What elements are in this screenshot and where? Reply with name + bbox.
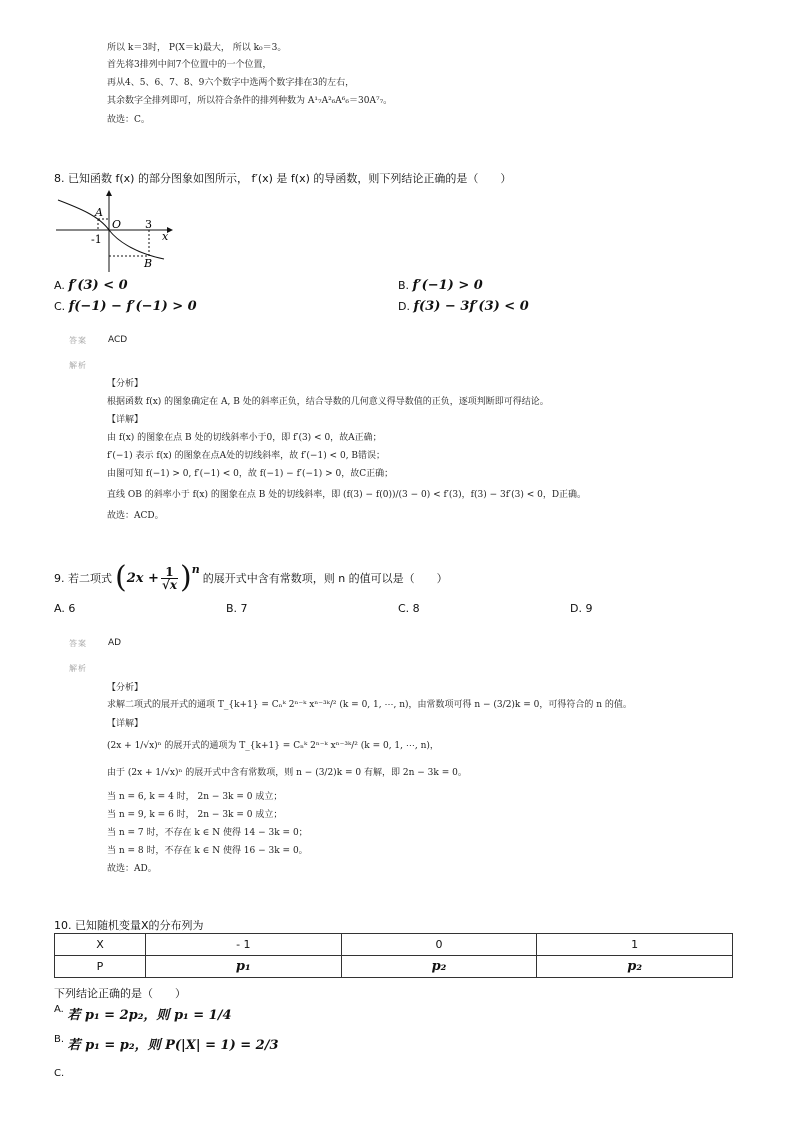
option-b xyxy=(398,278,483,293)
option-expr: f′(−1) > 0 xyxy=(412,278,483,293)
analysis-line: 【详解】 xyxy=(107,415,144,425)
prev-solution-line: 所以 k＝3时， P(X＝k)最大， 所以 k₀＝3。 xyxy=(107,43,287,53)
analysis-line: 当 n = 9, k = 6 时， 2n − 3k = 0 成立； xyxy=(107,810,283,820)
option-letter: B. xyxy=(54,1034,65,1045)
prev-solution-line: 其余数字全排列即可，所以符合条件的排列种数为 A¹₇A²₆A⁶₆＝30A⁷₇。 xyxy=(107,96,393,106)
table-row xyxy=(55,934,733,956)
label-x: x xyxy=(162,230,169,243)
table-cell: p₂ xyxy=(537,956,733,978)
label-o: O xyxy=(112,218,122,231)
option-c xyxy=(54,1065,64,1080)
answer-value: ACD xyxy=(108,335,128,345)
option-c: C. 8 xyxy=(398,602,420,615)
label-three: 3 xyxy=(145,218,152,231)
option-c xyxy=(54,299,197,314)
option-letter: B. xyxy=(398,279,410,292)
answer-value: AD xyxy=(108,638,122,648)
analysis-line: 由于 (2x + 1/√x)ⁿ 的展开式中含有常数项，则 n − (3/2)k = 0 有解，即 2n − 3k = 0。 xyxy=(107,768,467,778)
stem-prefix: 9. 若二项式 xyxy=(54,572,112,585)
function-graph xyxy=(54,188,184,274)
stem-suffix: 的展开式中含有常数项，则 n 的值可以是（ ） xyxy=(202,572,448,585)
analysis-line: 当 n = 6, k = 4 时， 2n − 3k = 0 成立； xyxy=(107,792,283,802)
option-a xyxy=(54,1004,232,1023)
analysis-line: 当 n = 7 时，不存在 k ∈ N 使得 14 − 3k = 0； xyxy=(107,828,308,838)
answer-label: 答案 xyxy=(69,639,87,648)
analysis-line: 【分析】 xyxy=(107,379,144,389)
table-row xyxy=(55,956,733,978)
analysis-line: 【详解】 xyxy=(107,719,144,729)
analysis-line: 【分析】 xyxy=(107,683,144,693)
option-text: 若 p₁ = 2p₂，则 p₁ = 1/4 xyxy=(67,1008,232,1023)
table-cell: - 1 xyxy=(146,934,342,956)
option-d xyxy=(398,299,529,314)
option-b xyxy=(54,1034,279,1053)
option-text: 若 p₁ = p₂，则 P(|X| = 1) = 2/3 xyxy=(67,1038,279,1053)
answer-label: 答案 xyxy=(69,336,87,345)
table-cell: p₁ xyxy=(146,956,342,978)
option-letter: A. xyxy=(54,1004,64,1015)
prev-solution-line: 故选：C。 xyxy=(107,115,150,125)
prev-solution-line: 首先将3排列中间7个位置中的一个位置， xyxy=(107,60,272,70)
table-cell: p₂ xyxy=(341,956,537,978)
analysis-line: 根据函数 f(x) 的图象确定在 A, B 处的斜率正负，结合导数的几何意义得导数值的正负，逐项判断即可得结论。 xyxy=(107,397,549,407)
prev-solution-line: 再从4、5、6、7、8、9六个数字中选两个数字排在3的左右， xyxy=(107,78,355,88)
table-cell: P xyxy=(55,956,146,978)
analysis-label: 解析 xyxy=(69,664,87,673)
option-letter: D. xyxy=(398,300,410,313)
analysis-line: f′(−1) 表示 f(x) 的图象在点A处的切线斜率，故 f′(−1) < 0, B错误； xyxy=(107,451,386,461)
option-expr: f′(3) < 0 xyxy=(68,278,128,293)
analysis-line: 求解二项式的展开式的通项 T_{k+1} = Cₙᵏ 2ⁿ⁻ᵏ xⁿ⁻³ᵏ/² (k = 0, 1, ⋯, n)，由常数项可得 n − (3/2)k = 0，可得符合的 n 的值。 xyxy=(107,700,632,710)
option-expr: f(−1) − f′(−1) > 0 xyxy=(68,299,197,314)
question-9-stem xyxy=(54,559,448,597)
binomial-expr: ( 2x + $\frac{1}{√x}$ ) n xyxy=(115,560,200,595)
table-cell: X xyxy=(55,934,146,956)
question-8-stem: 8. 已知函数 f(x) 的部分图象如图所示， f′(x) 是 f(x) 的导函数，则下列结论正确的是（ ） xyxy=(54,172,512,185)
option-b: B. 7 xyxy=(226,602,248,615)
table-cell: 1 xyxy=(537,934,733,956)
analysis-line: 由 f(x) 的图象在点 B 处的切线斜率小于0，即 f′(3) < 0，故A正确； xyxy=(107,433,382,443)
option-a xyxy=(54,278,128,293)
analysis-label: 解析 xyxy=(69,361,87,370)
analysis-line: 直线 OB 的斜率小于 f(x) 的图象在点 B 处的切线斜率，即 (f(3) − f(0))/(3 − 0) < f′(3)，f(3) − 3f′(3) < 0，D正确。 xyxy=(107,490,587,500)
analysis-line: 由图可知 f(−1) > 0, f′(−1) < 0，故 f(−1) − f′(−1) > 0，故C正确； xyxy=(107,469,394,479)
option-letter: A. xyxy=(54,279,65,292)
option-d: D. 9 xyxy=(570,602,593,615)
question-10-prompt: 下列结论正确的是（ ） xyxy=(54,987,186,1000)
analysis-line: 故选：ACD。 xyxy=(107,511,164,521)
option-letter: C. xyxy=(54,300,66,313)
analysis-line: 当 n = 8 时，不存在 k ∈ N 使得 16 − 3k = 0。 xyxy=(107,846,308,856)
analysis-line: (2x + 1/√x)ⁿ 的展开式的通项为 T_{k+1} = Cₙᵏ 2ⁿ⁻ᵏ xⁿ⁻³ᵏ/² (k = 0, 1, ⋯, n)， xyxy=(107,741,439,751)
table-cell: 0 xyxy=(341,934,537,956)
label-neg1: -1 xyxy=(91,233,102,246)
analysis-line: 故选：AD。 xyxy=(107,864,157,874)
option-letter: C. xyxy=(54,1068,65,1079)
question-10-stem: 10. 已知随机变量X的分布列为 xyxy=(54,919,204,932)
option-a: A. 6 xyxy=(54,602,76,615)
label-b: B xyxy=(144,257,153,270)
option-expr: f(3) − 3f′(3) < 0 xyxy=(413,299,529,314)
label-a: A xyxy=(95,206,103,219)
distribution-table xyxy=(54,933,733,978)
